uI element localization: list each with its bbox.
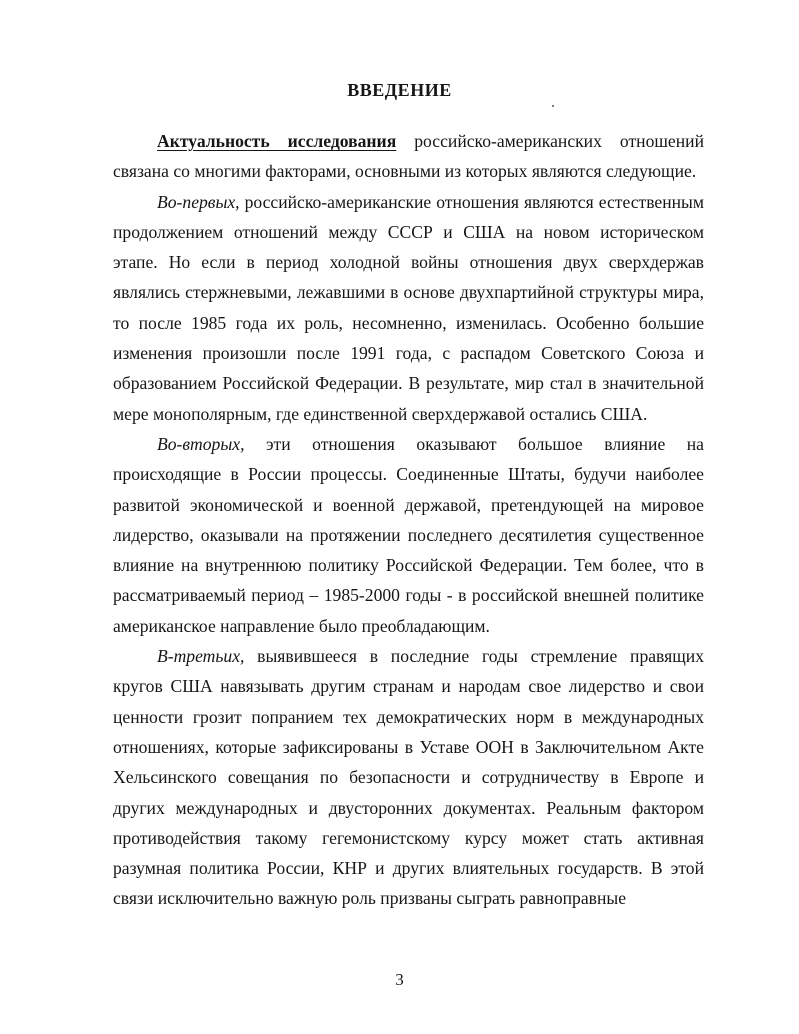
paragraph-relevance: [113, 126, 704, 187]
body-text: [113, 126, 704, 914]
paragraph-text: эти отношения оказывают большое влияние на происходящие в России процессы. Соединенные Штаты, будучи наиболее развитой экономической и военной державой, претендующей на мировое лидерство, оказывали на протяжении последнего десятилетия существенное влияние на внутреннюю политику Российской Федерации. Тем более, что в рассматриваемый период – 1985-2000 годы - в российской внешней политике американское направление было преобладающим.: [113, 433, 704, 636]
paragraph-text: выявившееся в последние годы стремление правящих кругов США навязывать другим странам и народам свое лидерство и свои ценности грозит попранием тех демократических норм в международных отношениях, которые зафиксированы в Уставе ООН в Заключительном Акте Хельсинского совещания по безопасности и сотрудничеству в Европе и других международных и двусторонних документах. Реальным фактором противодействия такому гегемонистскому курсу может стать активная разумная политика России, КНР и других влиятельных государств. В этой связи исключительно важную роль призваны сыграть равноправные: [113, 646, 704, 909]
paragraph-lead: В-третьих,: [157, 646, 245, 667]
paragraph-lead: Актуальность исследования: [157, 131, 397, 151]
paragraph-text: российско-американских отношений связана со многими факторами, основными из которых являются следующие.: [113, 131, 704, 182]
paragraph-lead: Во-вторых,: [157, 433, 245, 454]
page-title: ВВЕДЕНИЕ: [347, 80, 452, 100]
paragraph-second: [113, 429, 704, 641]
paragraph-lead: Во-первых,: [157, 191, 240, 212]
paragraph-third: [113, 641, 704, 914]
scan-speck: [552, 105, 554, 107]
page-number: 3: [395, 970, 404, 989]
paragraph-first: [113, 187, 704, 429]
paragraph-text: российско-американские отношения являются естественным продолжением отношений между СССР и США на новом историческом этапе. Но если в период холодной войны отношения двух сверхдержав являлись стержневыми, лежавшими в основе двухпартийной структуры мира, то после 1985 года их роль, несомненно, изменилась. Особенно большие изменения произошли после 1991 года, с распадом Советского Союза и образованием Российской Федерации. В результате, мир стал в значительной мере монополярным, где единственной сверхдержавой остались США.: [113, 191, 704, 424]
